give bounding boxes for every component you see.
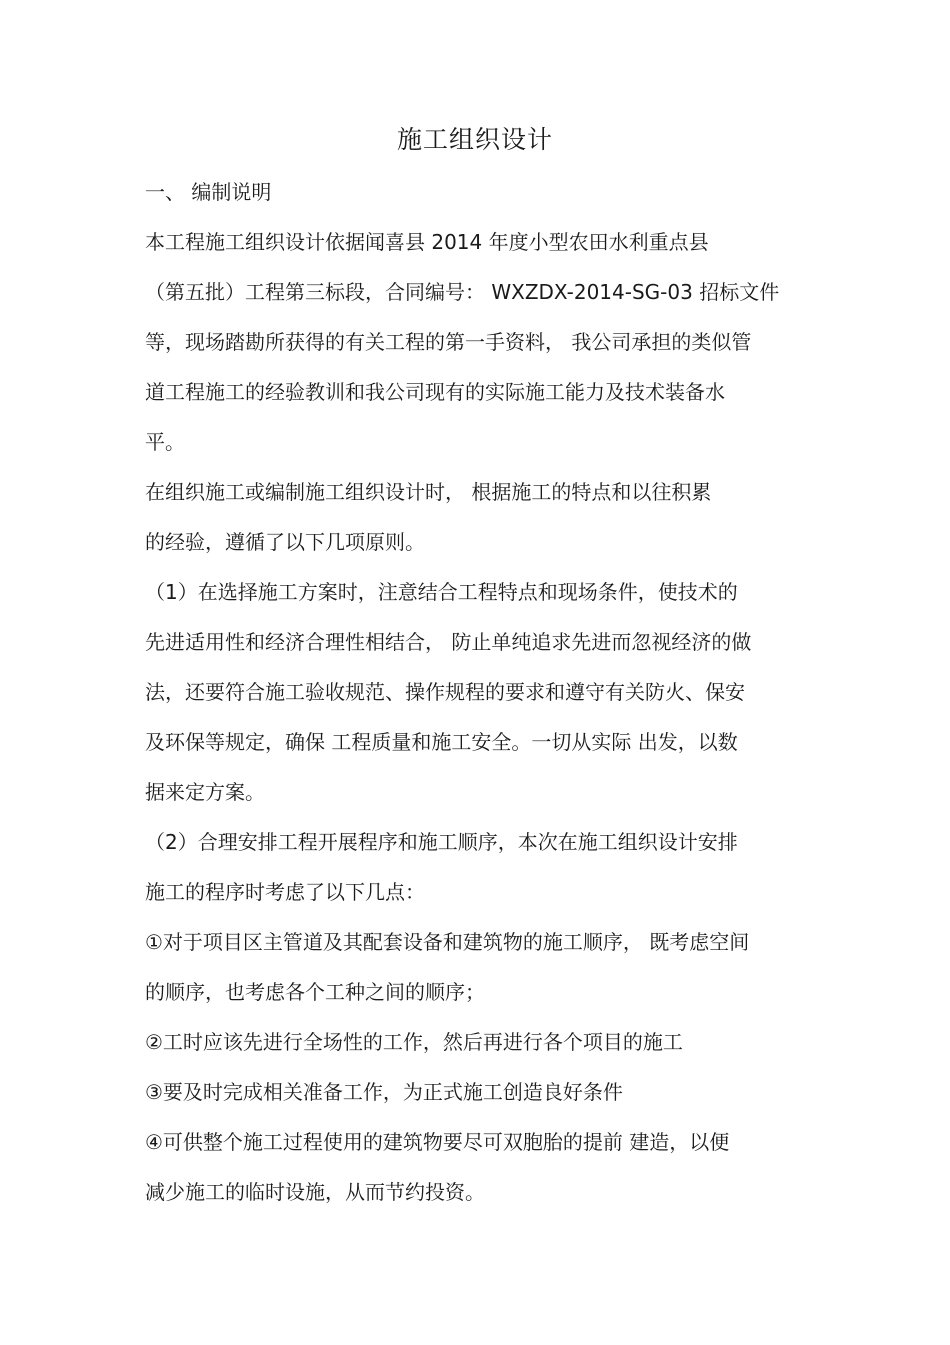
- section-heading: 一、 编制说明: [145, 180, 272, 204]
- paragraph-line: 施工的程序时考虑了以下几点：: [145, 880, 425, 904]
- paragraph-line: ①对于项目区主管道及其配套设备和建筑物的施工顺序， 既考虑空间: [145, 930, 750, 954]
- paragraph-line: 平。: [145, 430, 185, 454]
- paragraph-line: ②工时应该先进行全场性的工作，然后再进行各个项目的施工: [145, 1030, 683, 1054]
- paragraph-line: ③要及时完成相关准备工作，为正式施工创造良好条件: [145, 1080, 623, 1104]
- paragraph-line: 法，还要符合施工验收规范、操作规程的要求和遵守有关防火、保安: [145, 680, 745, 704]
- paragraph-line: 等，现场踏勘所获得的有关工程的第一手资料， 我公司承担的类似管: [145, 330, 752, 354]
- paragraph-line: 本工程施工组织设计依据闻喜县 2014 年度小型农田水利重点县: [145, 230, 709, 254]
- paragraph-line: （1）在选择施工方案时，注意结合工程特点和现场条件，使技术的: [145, 580, 738, 604]
- paragraph-line: 及环保等规定，确保 工程质量和施工安全。一切从实际 出发，以数: [145, 730, 738, 754]
- paragraph-line: 减少施工的临时设施，从而节约投资。: [145, 1180, 485, 1204]
- paragraph-line: 在组织施工或编制施工组织设计时， 根据施工的特点和以往积累: [145, 480, 712, 504]
- paragraph-line: （第五批）工程第三标段，合同编号： WXZDX-2014-SG-03 招标文件: [145, 280, 780, 304]
- paragraph-line: 的顺序，也考虑各个工种之间的顺序；: [145, 980, 485, 1004]
- paragraph-line: （2）合理安排工程开展程序和施工顺序，本次在施工组织设计安排: [145, 830, 738, 854]
- paragraph-line: 的经验，遵循了以下几项原则。: [145, 530, 425, 554]
- document-title: 施工组织设计: [396, 125, 553, 154]
- paragraph-line: 据来定方案。: [145, 780, 265, 804]
- paragraph-line: 道工程施工的经验教训和我公司现有的实际施工能力及技术装备水: [145, 380, 725, 404]
- paragraph-line: 先进适用性和经济合理性相结合， 防止单纯追求先进而忽视经济的做: [145, 630, 752, 654]
- paragraph-line: ④可供整个施工过程使用的建筑物要尽可双胞胎的提前 建造，以便: [145, 1130, 730, 1154]
